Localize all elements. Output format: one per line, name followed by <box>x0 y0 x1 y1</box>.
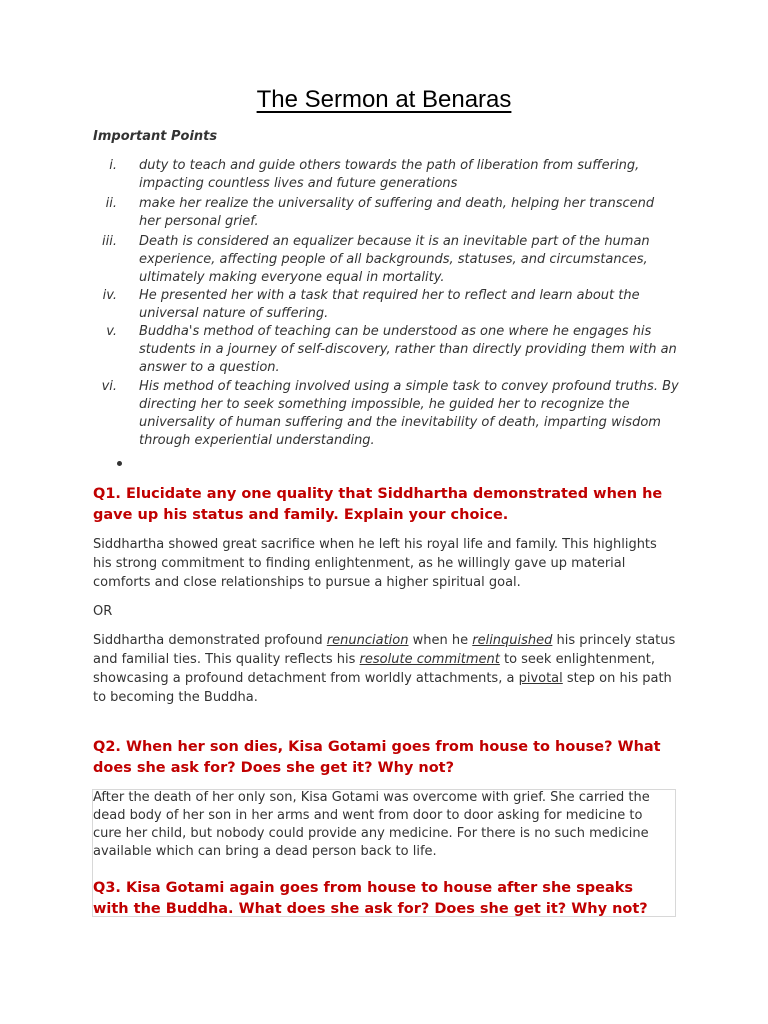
answer-2: After the death of her only son, Kisa Gotami was overcome with grief. She carried the dead body of her son in her arms and went from door to door asking for medicine to cure her child, but nobody could provide any medicine. For there is no such medicine available which can bring a dead person back to life. <box>93 790 650 859</box>
term-pivotal: pivotal <box>518 671 563 686</box>
question-3: Q3. Kisa Gotami again goes from house to house after she speaks with the Buddha. What does she ask for? Does she get it? Why not? <box>93 880 648 917</box>
list-item-text: duty to teach and guide others towards the path of liberation from suffering, impacting countless lives and future generations <box>139 158 640 191</box>
list-item <box>93 287 683 323</box>
term-resolute-commitment: resolute commitment <box>359 652 500 667</box>
list-item-text: Death is considered an equalizer because it is an inevitable part of the human experience, affecting people of all backgrounds, statuses, and circumstances, ultimately making everyone equal in mortality. <box>139 234 650 285</box>
list-item-number: i. <box>109 158 117 173</box>
answer-1: Siddhartha showed great sacrifice when he left his royal life and family. This highlights his strong commitment to finding enlightenment, as he willingly gave up material comforts and close relationships to pursue a higher spiritual goal. <box>93 537 657 590</box>
list-item <box>93 378 683 450</box>
list-item-text: Buddha's method of teaching can be understood as one where he engages his students in a journey of self-discovery, rather than directly providing them with an answer to a question. <box>139 324 677 375</box>
list-item <box>93 195 683 231</box>
term-relinquished: relinquished <box>472 633 553 648</box>
list-item-number: ii. <box>105 196 117 211</box>
list-item-number: vi. <box>101 379 117 394</box>
list-item-number: iii. <box>102 234 117 249</box>
list-item <box>93 233 683 287</box>
important-points-list <box>93 157 683 450</box>
list-item-number: iv. <box>102 288 117 303</box>
list-item-number: v. <box>106 324 117 339</box>
list-item <box>93 323 683 377</box>
list-item-text: make her realize the universality of suffering and death, helping her transcend her personal grief. <box>139 196 655 229</box>
empty-bullet <box>117 461 122 466</box>
page-title: The Sermon at Benaras <box>256 86 512 113</box>
or-separator: OR <box>93 604 113 619</box>
list-item-text: He presented her with a task that required her to reflect and learn about the universal nature of suffering. <box>139 288 640 321</box>
question-1: Q1. Elucidate any one quality that Siddhartha demonstrated when he gave up his status and family. Explain your choice. <box>93 486 663 523</box>
list-item <box>93 157 683 193</box>
list-item-text: His method of teaching involved using a simple task to convey profound truths. By directing her to seek something impossible, he guided her to recognize the universality of human suffering and the inevitability of death, imparting wisdom through experiential understanding. <box>139 379 679 448</box>
answer-1-alternative: Siddhartha demonstrated profound renunciation when he relinquished his princely status and familial ties. This quality reflects his resolute commitment to seek enlightenment, showcasing a profound detachment from worldly attachments, a pivotal step on his path to becoming the Buddha. <box>93 633 676 705</box>
important-points-heading: Important Points <box>93 129 218 144</box>
term-renunciation: renunciation <box>326 633 409 648</box>
question-2: Q2. When her son dies, Kisa Gotami goes from house to house? What does she ask for? Does she get it? Why not? <box>93 739 661 776</box>
